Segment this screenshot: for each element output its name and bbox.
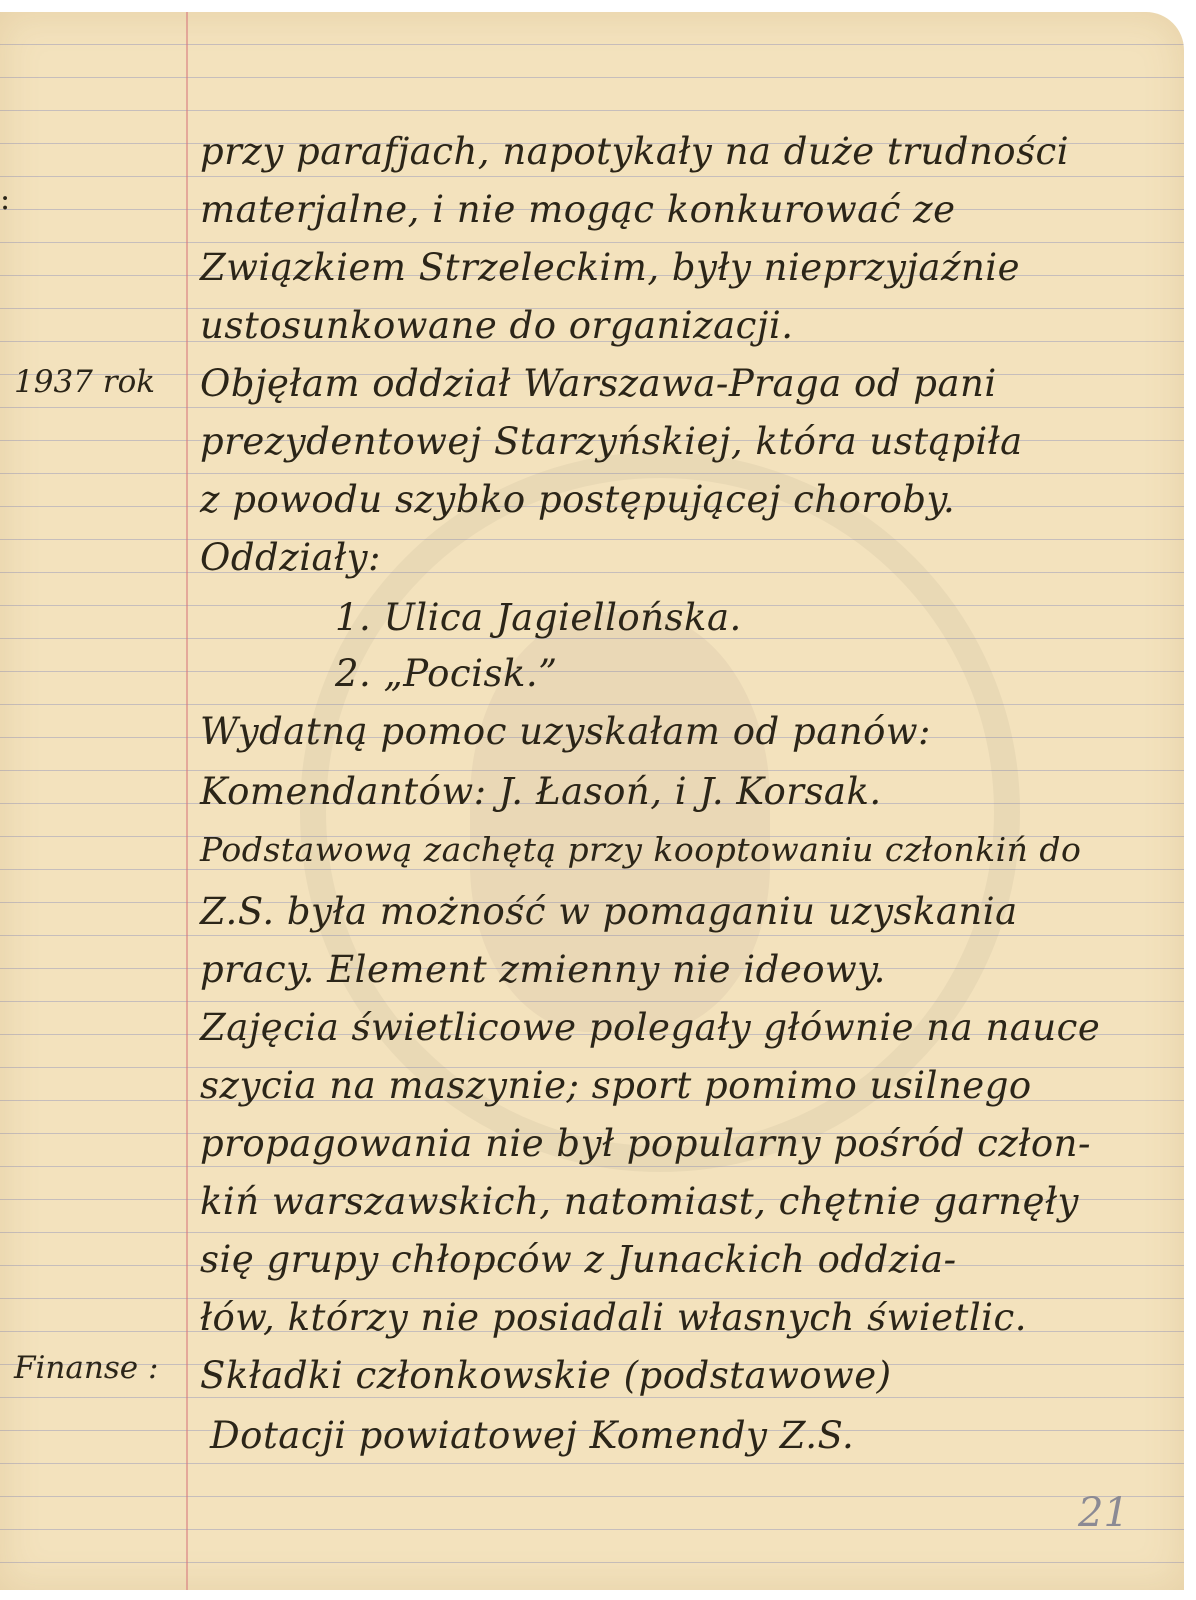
margin-rule xyxy=(186,12,188,1590)
handwritten-line: 2. „Pocisk.” xyxy=(335,652,558,695)
handwritten-line: materjalne, i nie mogąc konkurować ze xyxy=(200,188,956,231)
handwritten-line: pracy. Element zmienny nie ideowy. xyxy=(200,948,886,991)
page-number: 21 xyxy=(1078,1490,1129,1536)
handwritten-line: przy parafjach, napotykały na duże trudności xyxy=(200,130,1070,173)
handwritten-line: Składki członkowskie (podstawowe) xyxy=(200,1354,892,1397)
handwritten-line: kiń warszawskich, natomiast, chętnie garnęły xyxy=(200,1180,1079,1223)
handwritten-line: Wydatną pomoc uzyskałam od panów: xyxy=(200,710,931,753)
handwritten-line: Oddziały: xyxy=(200,536,381,579)
handwritten-line: Podstawową zachętą przy kooptowaniu członkiń do xyxy=(200,830,1082,869)
handwritten-line: 1. Ulica Jagiellońska. xyxy=(335,596,742,639)
handwritten-line: Z.S. była możność w pomaganiu uzyskania xyxy=(200,890,1018,933)
notebook-page xyxy=(0,12,1184,1590)
handwritten-line: Związkiem Strzeleckim, były nieprzyjaźnie xyxy=(200,246,1021,289)
margin-note-finances: Finanse : xyxy=(14,1350,159,1386)
handwritten-line: łów, którzy nie posiadali własnych świetlic. xyxy=(200,1296,1027,1339)
handwritten-line: propagowania nie był popularny pośród człon- xyxy=(200,1122,1091,1165)
handwritten-line: szycia na maszynie; sport pomimo usilnego xyxy=(200,1064,1032,1107)
margin-note-year: 1937 rok xyxy=(14,364,156,400)
handwritten-line: Komendantów: J. Łasoń, i J. Korsak. xyxy=(200,770,882,813)
handwritten-line: ustosunkowane do organizacji. xyxy=(200,304,794,347)
handwritten-line: Objęłam oddział Warszawa-Praga od pani xyxy=(200,362,997,405)
handwritten-line: Dotacji powiatowej Komendy Z.S. xyxy=(210,1414,855,1457)
handwritten-line: Zajęcia świetlicowe polegały głównie na nauce xyxy=(200,1006,1101,1049)
left-edge-mark: : xyxy=(0,182,11,217)
handwritten-line: prezydentowej Starzyńskiej, która ustąpiła xyxy=(200,420,1023,463)
handwritten-line: z powodu szybko postępującej choroby. xyxy=(200,478,956,521)
handwritten-line: się grupy chłopców z Junackich oddzia- xyxy=(200,1238,957,1281)
